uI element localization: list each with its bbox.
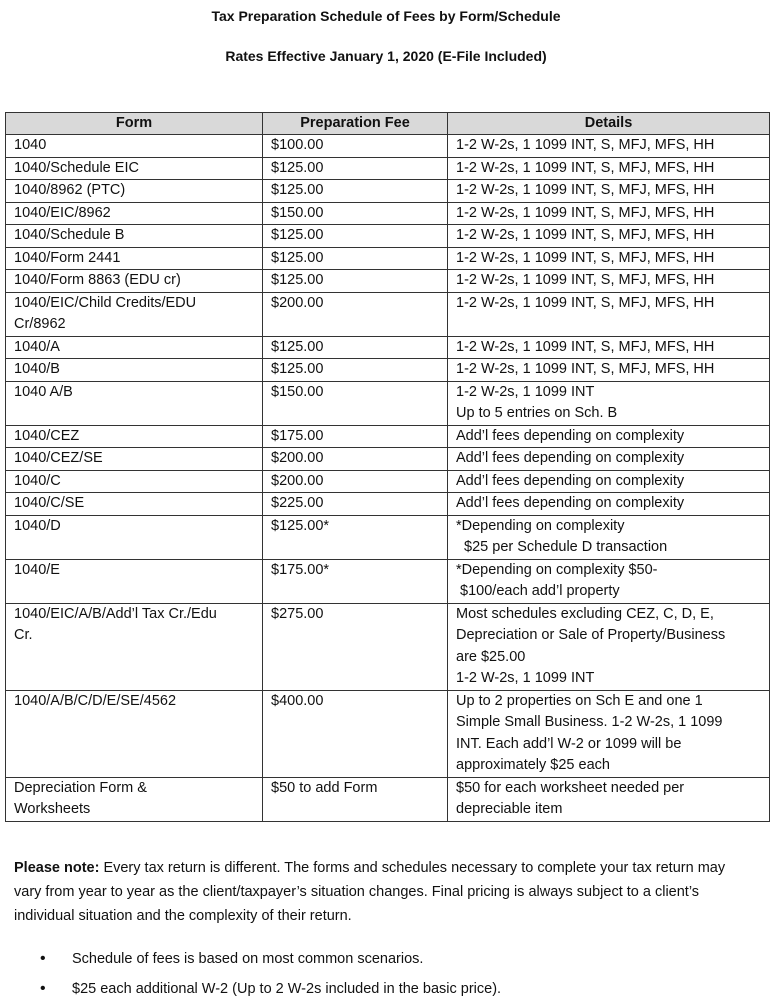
- form-cell: [6, 336, 263, 359]
- table-row: [6, 336, 770, 359]
- table-row: [6, 292, 770, 336]
- fee-cell: [263, 493, 448, 516]
- table-row: [6, 225, 770, 248]
- fee-cell-line: $175.00*: [271, 561, 330, 578]
- form-cell: [6, 559, 263, 603]
- fee-cell-line: $175.00: [271, 427, 324, 444]
- form-cell-line: Worksheets: [14, 801, 91, 817]
- fee-cell-line: $125.00*: [271, 517, 330, 534]
- form-cell-line: 1040/CEZ/SE: [14, 450, 103, 466]
- form-cell: [6, 493, 263, 516]
- form-cell: [6, 515, 263, 559]
- details-cell-line: 1-2 W-2s, 1 1099 INT, S, MFJ, MFS, HH: [456, 182, 715, 198]
- form-cell-line: Depreciation Form &: [14, 779, 147, 796]
- form-cell-line: 1040/A/B/C/D/E/SE/4562: [14, 692, 177, 709]
- form-cell-line: 1040 A/B: [14, 383, 73, 400]
- details-cell: [448, 157, 770, 180]
- form-cell: [6, 135, 263, 158]
- details-cell-line: Add’l fees depending on complexity: [456, 450, 685, 466]
- table-row: [6, 247, 770, 270]
- fee-cell: [263, 777, 448, 821]
- note-label: Please note:: [14, 860, 100, 876]
- column-header-details: Details: [448, 113, 770, 135]
- fee-cell-line: $125.00: [271, 249, 324, 266]
- details-cell-line: 1-2 W-2s, 1 1099 INT, S, MFJ, MFS, HH: [456, 227, 715, 243]
- details-cell: [448, 425, 770, 448]
- details-cell: [448, 247, 770, 270]
- details-cell: [448, 336, 770, 359]
- fee-cell: [263, 270, 448, 293]
- details-cell: [448, 470, 770, 493]
- fee-cell-line: $125.00: [271, 227, 324, 243]
- form-cell: [6, 470, 263, 493]
- table-row: [6, 359, 770, 382]
- form-cell: [6, 202, 263, 225]
- fee-cell: [263, 247, 448, 270]
- list-item: [14, 948, 754, 978]
- fee-cell: [263, 336, 448, 359]
- fee-cell-line: $150.00: [271, 204, 324, 221]
- table-row: [6, 493, 770, 516]
- table-row: [6, 448, 770, 471]
- details-cell: [448, 270, 770, 293]
- details-cell: [448, 690, 770, 777]
- details-cell-line: $50 for each worksheet needed per: [456, 779, 685, 796]
- fee-cell-line: $50 to add Form: [271, 779, 378, 796]
- table-row: [6, 270, 770, 293]
- details-cell: [448, 225, 770, 248]
- form-cell-line: 1040/Form 8863 (EDU cr): [14, 272, 181, 288]
- fee-cell-line: $200.00: [271, 472, 324, 489]
- details-cell: [448, 448, 770, 471]
- fee-cell-line: $200.00: [271, 450, 324, 466]
- form-cell: [6, 180, 263, 203]
- fee-cell: [263, 515, 448, 559]
- fee-cell-line: $125.00: [271, 338, 324, 355]
- table-header-row: [6, 113, 770, 135]
- fee-cell: [263, 448, 448, 471]
- page-subtitle: Rates Effective January 1, 2020 (E-File Included): [225, 48, 547, 64]
- fee-cell: [263, 292, 448, 336]
- details-cell: [448, 180, 770, 203]
- fee-cell: [263, 559, 448, 603]
- form-cell-line: 1040/EIC/Child Credits/EDU: [14, 294, 197, 311]
- details-cell-line: Add’l fees depending on complexity: [456, 495, 685, 511]
- please-note-paragraph: [14, 856, 734, 928]
- form-cell-line: 1040/8962 (PTC): [14, 182, 126, 198]
- details-cell-line: 1-2 W-2s, 1 1099 INT: [456, 383, 595, 400]
- form-cell-line: 1040/Schedule B: [14, 227, 125, 243]
- details-cell-line: 1-2 W-2s, 1 1099 INT, S, MFJ, MFS, HH: [456, 272, 715, 288]
- table-row: [6, 559, 770, 603]
- form-cell: [6, 603, 263, 690]
- column-header-form: Form: [6, 113, 263, 135]
- fee-cell-line: $275.00: [271, 605, 324, 622]
- form-cell: [6, 247, 263, 270]
- details-cell-line: Add’l fees depending on complexity: [456, 427, 685, 444]
- form-cell-line: 1040/A: [14, 338, 60, 355]
- details-cell-line: 1-2 W-2s, 1 1099 INT, S, MFJ, MFS, HH: [456, 249, 715, 266]
- fee-schedule-table: [5, 112, 770, 822]
- form-cell: [6, 777, 263, 821]
- list-item: [14, 978, 754, 1008]
- fee-cell-line: $100.00: [271, 137, 324, 153]
- page-title: Tax Preparation Schedule of Fees by Form/Schedule: [211, 8, 561, 24]
- table-row: [6, 381, 770, 425]
- fee-cell: [263, 425, 448, 448]
- details-cell: [448, 202, 770, 225]
- form-cell-line: 1040: [14, 137, 47, 153]
- fee-cell: [263, 225, 448, 248]
- fee-cell: [263, 135, 448, 158]
- form-cell: [6, 225, 263, 248]
- form-cell: [6, 425, 263, 448]
- table-row: [6, 777, 770, 821]
- fee-cell-line: $125.00: [271, 182, 324, 198]
- details-cell-line: approximately $25 each: [456, 757, 610, 773]
- details-cell-line: Up to 5 entries on Sch. B: [456, 405, 618, 421]
- details-cell: [448, 135, 770, 158]
- details-cell-line: Add’l fees depending on complexity: [456, 472, 685, 489]
- list-item-text: $25 each additional W-2 (Up to 2 W-2s included in the basic price).: [72, 981, 502, 997]
- fee-cell-line: $125.00: [271, 361, 324, 377]
- form-cell-line: 1040/C: [14, 472, 61, 489]
- details-cell-line: Most schedules excluding CEZ, C, D, E,: [456, 605, 714, 622]
- form-cell-line: 1040/Schedule EIC: [14, 159, 139, 176]
- table-row: [6, 135, 770, 158]
- form-cell: [6, 270, 263, 293]
- table-row: [6, 202, 770, 225]
- fee-cell: [263, 381, 448, 425]
- fee-cell: [263, 202, 448, 225]
- table-row: [6, 180, 770, 203]
- form-cell-line: 1040/B: [14, 361, 60, 377]
- column-header-fee: Preparation Fee: [263, 113, 448, 135]
- form-cell-line: 1040/C/SE: [14, 495, 85, 511]
- details-cell-line: are $25.00: [456, 648, 526, 665]
- details-cell-line: 1-2 W-2s, 1 1099 INT: [456, 670, 595, 686]
- fee-cell-line: $400.00: [271, 692, 324, 709]
- form-cell-line: Cr.: [14, 627, 33, 643]
- fee-cell: [263, 180, 448, 203]
- fee-cell-line: $125.00: [271, 272, 324, 288]
- form-cell: [6, 381, 263, 425]
- details-cell-line: depreciable item: [456, 801, 563, 817]
- table-row: [6, 690, 770, 777]
- details-cell-line: Simple Small Business. 1-2 W-2s, 1 1099: [456, 714, 723, 730]
- fee-cell: [263, 359, 448, 382]
- form-cell-line: Cr/8962: [14, 316, 66, 332]
- form-cell: [6, 448, 263, 471]
- note-text: Every tax return is different. The forms and schedules necessary to complete your tax return may vary from year to year as the client/taxpayer’s situation changes. Final pricing is always subject to a client’s individual situation and the complexity of their return.: [14, 860, 726, 924]
- details-cell-line: 1-2 W-2s, 1 1099 INT, S, MFJ, MFS, HH: [456, 137, 715, 153]
- fee-cell: [263, 603, 448, 690]
- details-cell-line: Up to 2 properties on Sch E and one 1: [456, 692, 703, 709]
- form-cell: [6, 292, 263, 336]
- table-row: [6, 425, 770, 448]
- details-cell: [448, 359, 770, 382]
- table-row: [6, 515, 770, 559]
- details-cell: [448, 603, 770, 690]
- details-cell-line: *Depending on complexity: [456, 517, 625, 534]
- details-cell-line: 1-2 W-2s, 1 1099 INT, S, MFJ, MFS, HH: [456, 159, 715, 176]
- details-cell-line: 1-2 W-2s, 1 1099 INT, S, MFJ, MFS, HH: [456, 338, 715, 355]
- details-cell-line: 1-2 W-2s, 1 1099 INT, S, MFJ, MFS, HH: [456, 361, 715, 377]
- list-item-text: Schedule of fees is based on most common scenarios.: [72, 951, 424, 967]
- details-cell: [448, 292, 770, 336]
- form-cell: [6, 359, 263, 382]
- details-cell-line: 1-2 W-2s, 1 1099 INT, S, MFJ, MFS, HH: [456, 204, 715, 221]
- form-cell-line: 1040/D: [14, 517, 61, 534]
- form-cell: [6, 157, 263, 180]
- details-cell: [448, 381, 770, 425]
- form-cell-line: 1040/CEZ: [14, 427, 80, 444]
- details-cell-line: $25 per Schedule D transaction: [456, 539, 668, 555]
- details-cell-line: 1-2 W-2s, 1 1099 INT, S, MFJ, MFS, HH: [456, 294, 715, 311]
- form-cell-line: 1040/EIC/8962: [14, 204, 111, 221]
- fee-cell-line: $125.00: [271, 159, 324, 176]
- form-cell-line: 1040/E: [14, 561, 60, 578]
- table-row: [6, 157, 770, 180]
- details-cell-line: *Depending on complexity $50-: [456, 561, 658, 578]
- details-cell: [448, 559, 770, 603]
- table-row: [6, 603, 770, 690]
- fee-cell-line: $225.00: [271, 495, 324, 511]
- details-cell: [448, 515, 770, 559]
- fee-cell: [263, 470, 448, 493]
- bullet-icon: •: [40, 950, 46, 967]
- bullet-icon: •: [40, 980, 46, 997]
- fee-cell-line: $150.00: [271, 383, 324, 400]
- fee-cell: [263, 690, 448, 777]
- fee-cell: [263, 157, 448, 180]
- details-cell: [448, 777, 770, 821]
- form-cell-line: 1040/EIC/A/B/Add’l Tax Cr./Edu: [14, 605, 217, 622]
- details-cell-line: INT. Each add’l W-2 or 1099 will be: [456, 735, 682, 752]
- table-row: [6, 470, 770, 493]
- form-cell: [6, 690, 263, 777]
- form-cell-line: 1040/Form 2441: [14, 249, 121, 266]
- fee-cell-line: $200.00: [271, 294, 324, 311]
- details-cell-line: Depreciation or Sale of Property/Business: [456, 627, 726, 643]
- details-cell: [448, 493, 770, 516]
- details-cell-line: $100/each add’l property: [456, 583, 620, 599]
- bullet-list: [14, 948, 754, 1008]
